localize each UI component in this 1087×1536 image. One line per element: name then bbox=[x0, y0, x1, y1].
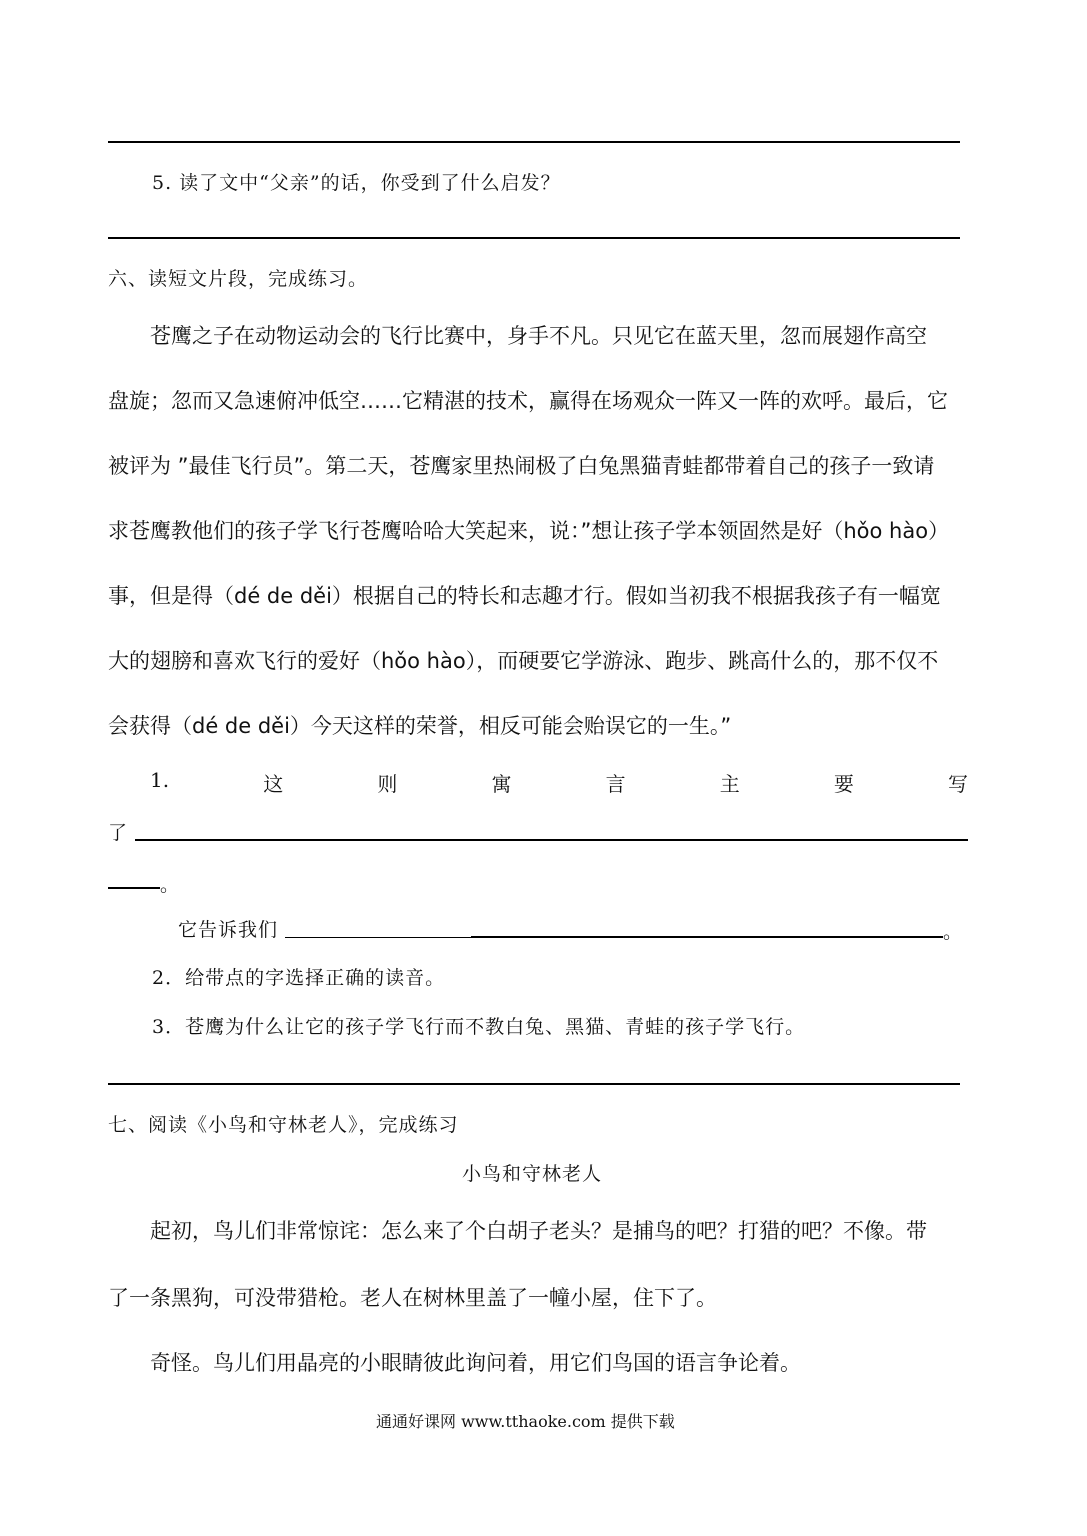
q1-word: 主 bbox=[719, 772, 740, 796]
question-2: 2．给带点的字选择正确的读音。 bbox=[152, 967, 446, 989]
answer-blank[interactable] bbox=[135, 839, 968, 841]
q1-word: 要 bbox=[833, 772, 854, 796]
passage-line: 苍鹰之子在动物运动会的飞行比赛中，身手不凡。只见它在蓝天里，忽而展翅作高空 bbox=[150, 324, 927, 348]
answer-line bbox=[108, 141, 960, 143]
q1-word: 寓 bbox=[491, 772, 512, 796]
answer-blank[interactable] bbox=[285, 937, 471, 938]
question-1-line bbox=[150, 768, 968, 797]
q1-tell-end-mark: 。 bbox=[943, 921, 964, 943]
answer-blank[interactable] bbox=[471, 936, 943, 938]
story-title: 小鸟和守林老人 bbox=[462, 1163, 603, 1185]
q1-continuation: 了 bbox=[108, 822, 129, 844]
section-6-heading: 六、读短文片段，完成练习。 bbox=[108, 268, 369, 290]
q1-tell-label: 它告诉我们 bbox=[178, 919, 279, 941]
q1-word: 则 bbox=[377, 772, 398, 796]
passage-line: 奇怪。鸟儿们用晶亮的小眼睛彼此询问着，用它们鸟国的语言争论着。 bbox=[150, 1351, 801, 1375]
passage-line: 求苍鹰教他们的孩子学飞行苍鹰哈哈大笑起来，说：”想让孩子学本领固然是好（hǒo hào） bbox=[108, 519, 950, 543]
passage-line: 被评为 ”最佳飞行员”。第二天，苍鹰家里热闹极了白兔黑猫青蛙都带着自己的孩子一致请 bbox=[108, 454, 935, 478]
answer-line bbox=[108, 1083, 960, 1085]
q1-end-mark: 。 bbox=[160, 874, 181, 896]
passage-line: 大的翅膀和喜欢飞行的爱好（hǒo hào），而硬要它学游泳、跑步、跳高什么的，那不仅不 bbox=[108, 649, 939, 673]
passage-line: 起初，鸟儿们非常惊诧：怎么来了个白胡子老头？是捕鸟的吧？打猎的吧？不像。带 bbox=[150, 1219, 927, 1243]
passage-line: 了一条黑狗，可没带猎枪。老人在树林里盖了一幢小屋，住下了。 bbox=[108, 1286, 717, 1310]
q1-word: 1. bbox=[150, 768, 170, 792]
question-5: 5. 读了文中“父亲”的话，你受到了什么启发？ bbox=[152, 172, 561, 194]
section-7-heading: 七、阅读《小鸟和守林老人》，完成练习 bbox=[108, 1114, 459, 1136]
page-footer: 通通好课网 www.tthaoke.com 提供下载 bbox=[376, 1412, 675, 1431]
passage-line: 盘旋；忽而又急速俯冲低空……它精湛的技术，赢得在场观众一阵又一阵的欢呼。最后，它 bbox=[108, 389, 948, 413]
q1-word: 写 bbox=[947, 772, 968, 796]
q1-word: 这 bbox=[263, 772, 284, 796]
passage-line: 会获得（dé de děi）今天这样的荣誉，相反可能会贻误它的一生。” bbox=[108, 714, 732, 738]
passage-line: 事，但是得（dé de děi）根据自己的特长和志趣才行。假如当初我不根据我孩子有一幅宽 bbox=[108, 584, 941, 608]
answer-line bbox=[108, 237, 960, 239]
answer-blank[interactable] bbox=[108, 887, 160, 889]
question-3: 3．苍鹰为什么让它的孩子学飞行而不教白兔、黑猫、青蛙的孩子学飞行。 bbox=[152, 1016, 806, 1038]
q1-word: 言 bbox=[605, 772, 626, 796]
